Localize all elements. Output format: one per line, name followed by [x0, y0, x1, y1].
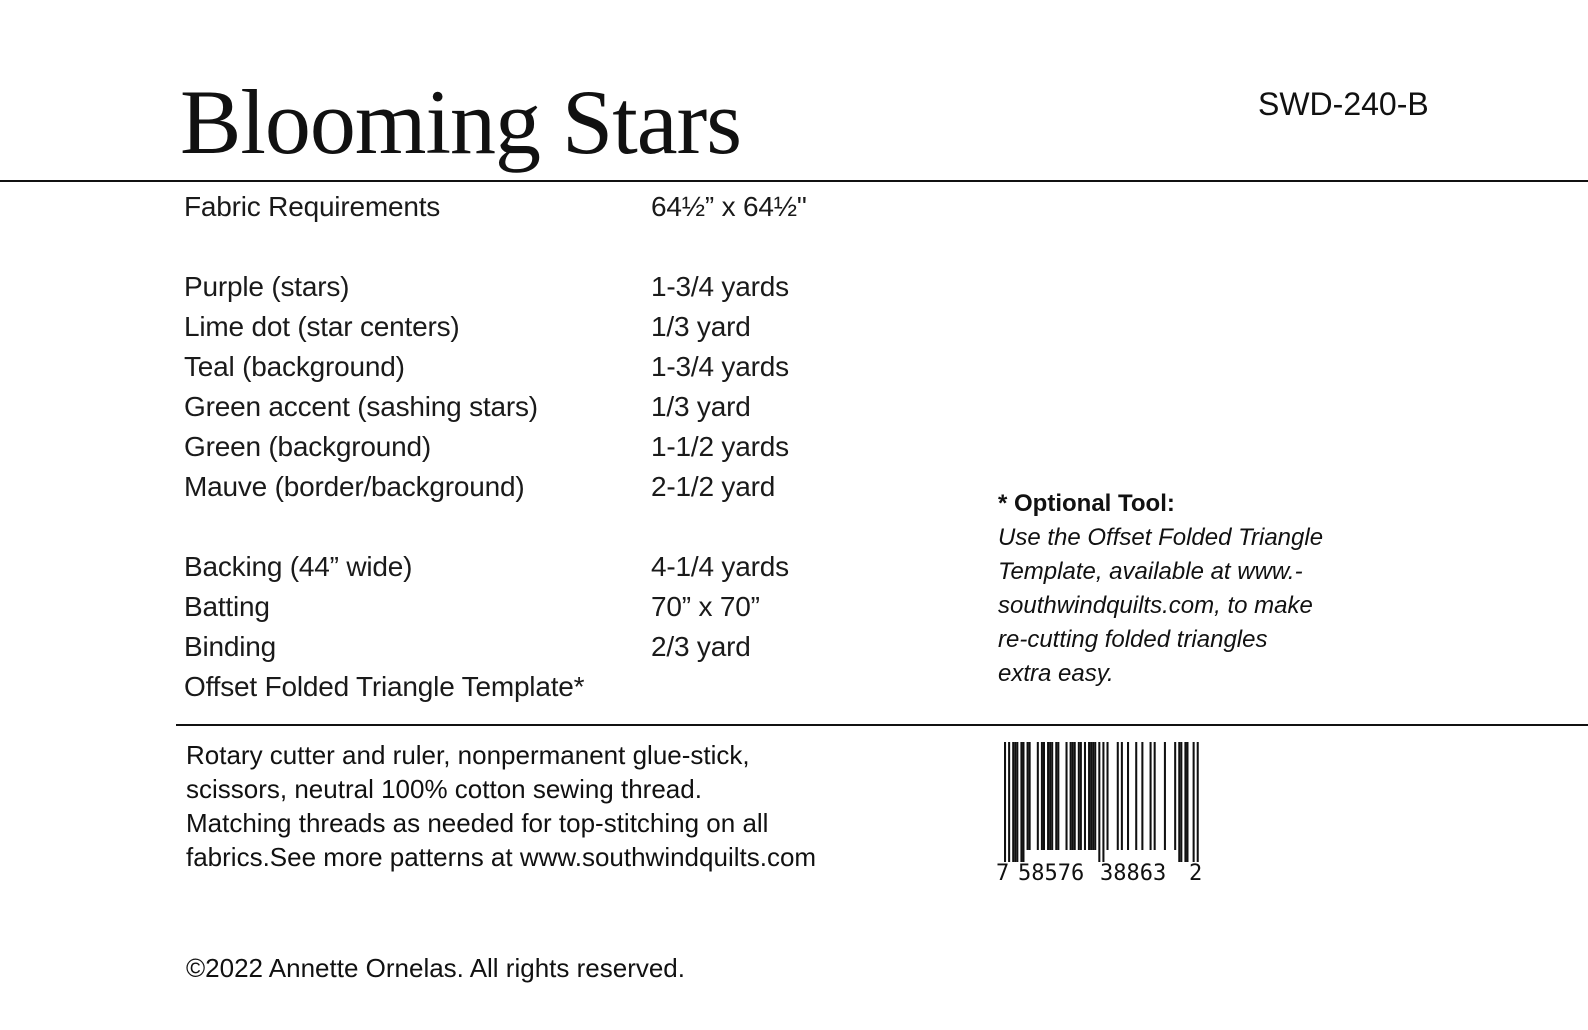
fabric-amount: 1/3 yard: [651, 311, 751, 342]
barcode-bar: [1014, 742, 1016, 862]
barcode-bars: [996, 742, 1226, 862]
barcode-bar: [1043, 742, 1045, 850]
barcode-bar: [1078, 742, 1080, 850]
supplies-line: Rotary cutter and ruler, nonpermanent glue-stick,: [186, 740, 750, 770]
barcode-bar: [1004, 742, 1006, 862]
material-amount: 70” x 70”: [651, 591, 760, 622]
material-amount: 4-1/4 yards: [651, 551, 789, 582]
quilt-size: 64½” x 64½": [651, 191, 807, 222]
fabric-label: Mauve (border/background): [184, 471, 525, 502]
fabric-label: Lime dot (star centers): [184, 311, 460, 342]
material-label: Binding: [184, 631, 277, 662]
optional-tool-line: Template, available at www.-: [998, 558, 1303, 585]
barcode-bar: [1090, 742, 1092, 850]
barcode-bar: [1055, 742, 1057, 850]
barcode-bar: [1049, 742, 1051, 850]
barcode-bar: [1178, 742, 1180, 862]
barcode-bar: [1098, 742, 1100, 862]
supplies-line: fabrics.See more patterns at www.southwindquilts.com: [186, 842, 817, 872]
barcode-bar: [1037, 742, 1039, 850]
fabric-amount: 1/3 yard: [651, 391, 751, 422]
barcode-left-group: 58576: [1018, 861, 1085, 886]
top-divider: [0, 180, 1588, 182]
barcode-bar: [1047, 742, 1049, 850]
optional-tool-line: southwindquilts.com, to make: [998, 592, 1313, 619]
barcode-bar: [1016, 742, 1018, 862]
barcode: [996, 742, 1226, 892]
fabric-label: Teal (background): [184, 351, 405, 382]
middle-divider: [176, 724, 1588, 726]
pattern-code: SWD-240-B: [1258, 86, 1429, 122]
barcode-bar: [1041, 742, 1043, 850]
barcode-bar: [1102, 742, 1104, 862]
material-amount: 2/3 yard: [651, 631, 751, 662]
fabric-label: Purple (stars): [184, 271, 350, 302]
barcode-bar: [1197, 742, 1199, 862]
optional-tool-heading: * Optional Tool:: [998, 490, 1175, 517]
copyright-notice: ©2022 Annette Ornelas. All rights reserved.: [186, 953, 685, 983]
supplies-line: Matching threads as needed for top-stitching on all: [186, 808, 769, 838]
barcode-bar: [1117, 742, 1119, 850]
optional-tool-line: Use the Offset Folded Triangle: [998, 524, 1324, 551]
barcode-bar: [1135, 742, 1137, 850]
optional-tool-note: [998, 487, 1398, 691]
pattern-title: Blooming Stars: [180, 71, 742, 173]
barcode-bar: [1080, 742, 1082, 850]
barcode-bar: [1154, 742, 1156, 850]
barcode-bar: [1186, 742, 1188, 862]
barcode-bar: [1150, 742, 1152, 850]
fabric-amount: 1-3/4 yards: [651, 271, 789, 302]
barcode-first-digit: 7: [996, 861, 1010, 886]
barcode-bar: [1107, 742, 1109, 850]
optional-tool-line: extra easy.: [998, 660, 1114, 687]
barcode-bar: [1084, 742, 1086, 850]
barcode-bar: [1074, 742, 1076, 850]
barcode-bar: [1127, 742, 1129, 850]
requirements-heading: Fabric Requirements: [184, 191, 441, 222]
barcode-bar: [1012, 742, 1014, 862]
barcode-bar: [1092, 742, 1094, 850]
barcode-bar: [1164, 742, 1166, 850]
material-label: Backing (44” wide): [184, 551, 413, 582]
barcode-bar: [1070, 742, 1072, 850]
barcode-bar: [1008, 742, 1010, 862]
barcode-bar: [1174, 742, 1176, 850]
barcode-bar: [1121, 742, 1123, 850]
barcode-check-digit: 2: [1189, 861, 1203, 886]
barcode-bar: [1184, 742, 1186, 862]
barcode-right-group: 38863: [1100, 861, 1167, 886]
barcode-bar: [1027, 742, 1029, 850]
optional-tool-body: [998, 521, 1398, 691]
barcode-bar: [1051, 742, 1053, 850]
barcode-bar: [1020, 742, 1022, 862]
barcode-bar: [1193, 742, 1195, 862]
fabric-amount: 1-1/2 yards: [651, 431, 789, 462]
barcode-bar: [1066, 742, 1068, 850]
material-label: Batting: [184, 591, 270, 622]
barcode-bar: [1094, 742, 1096, 850]
supplies-list: [186, 738, 906, 874]
barcode-bar: [1072, 742, 1074, 850]
barcode-bar: [1022, 742, 1024, 862]
optional-tool-line: re-cutting folded triangles: [998, 626, 1268, 653]
barcode-bar: [1141, 742, 1143, 850]
fabric-amount: 1-3/4 yards: [651, 351, 789, 382]
barcode-bar: [1180, 742, 1182, 862]
material-label: Offset Folded Triangle Template*: [184, 671, 585, 702]
barcode-bar: [1088, 742, 1090, 850]
fabric-amount: 2-1/2 yard: [651, 471, 776, 502]
barcode-bar: [1057, 742, 1059, 850]
barcode-bar: [1029, 742, 1031, 850]
supplies-line: scissors, neutral 100% cotton sewing thread.: [186, 774, 702, 804]
fabric-label: Green (background): [184, 431, 431, 462]
fabric-label: Green accent (sashing stars): [184, 391, 538, 422]
